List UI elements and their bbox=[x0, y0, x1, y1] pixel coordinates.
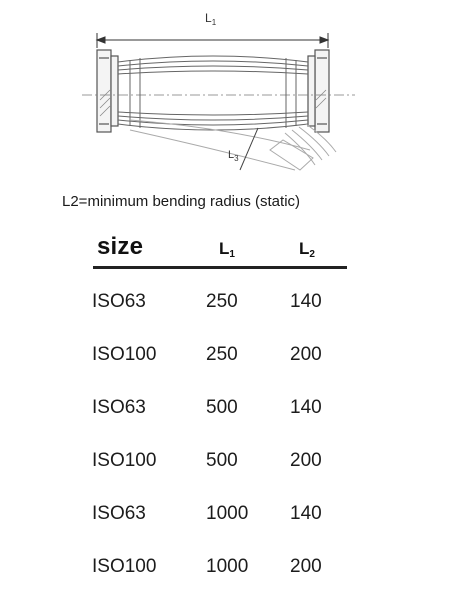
cell-l2: 140 bbox=[290, 503, 322, 524]
bellows-corrugations bbox=[118, 56, 308, 130]
cell-size: ISO100 bbox=[92, 556, 157, 577]
cell-l2: 200 bbox=[290, 556, 322, 577]
l1-label: $L_1$ bbox=[205, 11, 217, 27]
cell-size: ISO100 bbox=[92, 450, 157, 471]
cell-l1: 250 bbox=[206, 291, 238, 312]
header-size: size bbox=[97, 233, 144, 260]
right-flange bbox=[308, 50, 329, 132]
l3-label: $L_3$ bbox=[228, 149, 239, 163]
cell-size: ISO63 bbox=[92, 503, 146, 524]
cell-l2: 200 bbox=[290, 450, 322, 471]
cell-size: ISO63 bbox=[92, 397, 146, 418]
bending-radius-note: L2=minimum bending radius (static) bbox=[62, 193, 301, 210]
bent-position-outline bbox=[130, 120, 336, 170]
table-row bbox=[0, 397, 455, 425]
l1-dimension bbox=[97, 33, 328, 48]
bellows-diagram bbox=[70, 0, 370, 185]
table-row bbox=[0, 503, 455, 531]
cell-size: ISO100 bbox=[92, 344, 157, 365]
cell-l1: 1000 bbox=[206, 556, 249, 577]
cell-size: ISO63 bbox=[92, 291, 146, 312]
table-row bbox=[0, 291, 455, 319]
header-l1: $L_1$ bbox=[219, 239, 235, 260]
cell-l1: 500 bbox=[206, 397, 238, 418]
cell-l1: 500 bbox=[206, 450, 238, 471]
cell-l2: 140 bbox=[290, 291, 322, 312]
table-row bbox=[0, 556, 455, 584]
left-flange bbox=[97, 50, 118, 132]
cell-l1: 1000 bbox=[206, 503, 249, 524]
header-l2: $L_2$ bbox=[299, 239, 315, 260]
cell-l2: 200 bbox=[290, 344, 322, 365]
table-header bbox=[0, 225, 455, 271]
hatching bbox=[100, 90, 326, 116]
header-divider bbox=[93, 266, 347, 269]
table-row bbox=[0, 344, 455, 372]
bellows-drawing bbox=[70, 0, 370, 185]
cell-l1: 250 bbox=[206, 344, 238, 365]
cell-l2: 140 bbox=[290, 397, 322, 418]
table-row bbox=[0, 450, 455, 478]
